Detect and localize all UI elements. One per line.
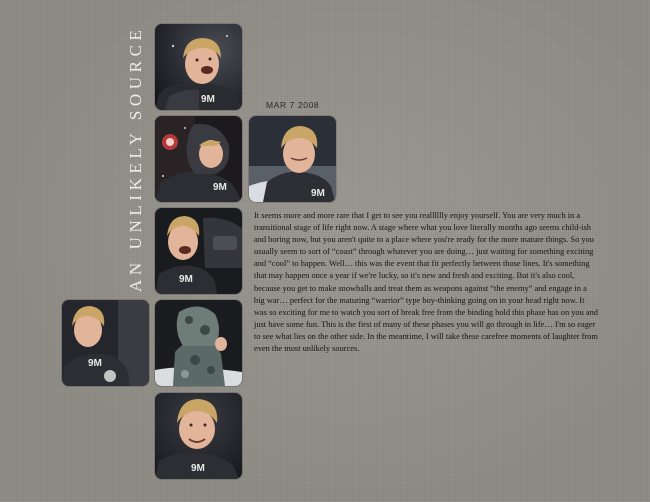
photo-boy-laughing (155, 24, 242, 110)
svg-text:9M: 9M (88, 358, 102, 369)
photo-boy-smiling-car (155, 208, 242, 294)
svg-text:9M: 9M (191, 463, 205, 474)
svg-text:9M: 9M (201, 94, 215, 105)
photo-boy-camo-back (155, 300, 242, 386)
photo-boy-hood-snowball (155, 116, 242, 202)
svg-text:9M: 9M (311, 188, 325, 199)
svg-text:9M: 9M (213, 182, 227, 193)
photo-boy-side (62, 300, 149, 386)
date-label: MAR 7 2008 (266, 100, 320, 110)
page-title: AN UNLIKELY SOURCE (126, 25, 145, 292)
photo-boy-looking-down (249, 116, 336, 202)
journal-text: It seems more and more rare that I get to see you realllllly enjoy yourself. You are very much in a transitional stage of life right now. A stage where what you love literally months ago seems child-ish and boring now, but you aren't quite to a place where you're ready for the more mature things. So you usually seem to sort of “coast” through whatever you are doing… just waiting for something exciting and “cool” to happen. Well… this was the event that fit perfectly between those lines. It's something that may happen once a year if we're lucky, so it's new and fresh and exciting. But it's also cool, because you get to make snowballs and treat them as weapons against “the enemy” and engage in a big war… perfect for the maturing “warrior” type boy-thinking going on in your head right now. It was so exciting for me to watch you sort of break free from the binding hold this phase has on you and just have some fun. This is the first of many of these phases you will go through in life… I'm so eager to see what lies on the other side. In the meantime, I will take these carefree moments of laughter from even the most unlikely sources. (254, 211, 598, 354)
svg-text:9M: 9M (179, 274, 193, 285)
photo-boy-grin (155, 393, 242, 479)
